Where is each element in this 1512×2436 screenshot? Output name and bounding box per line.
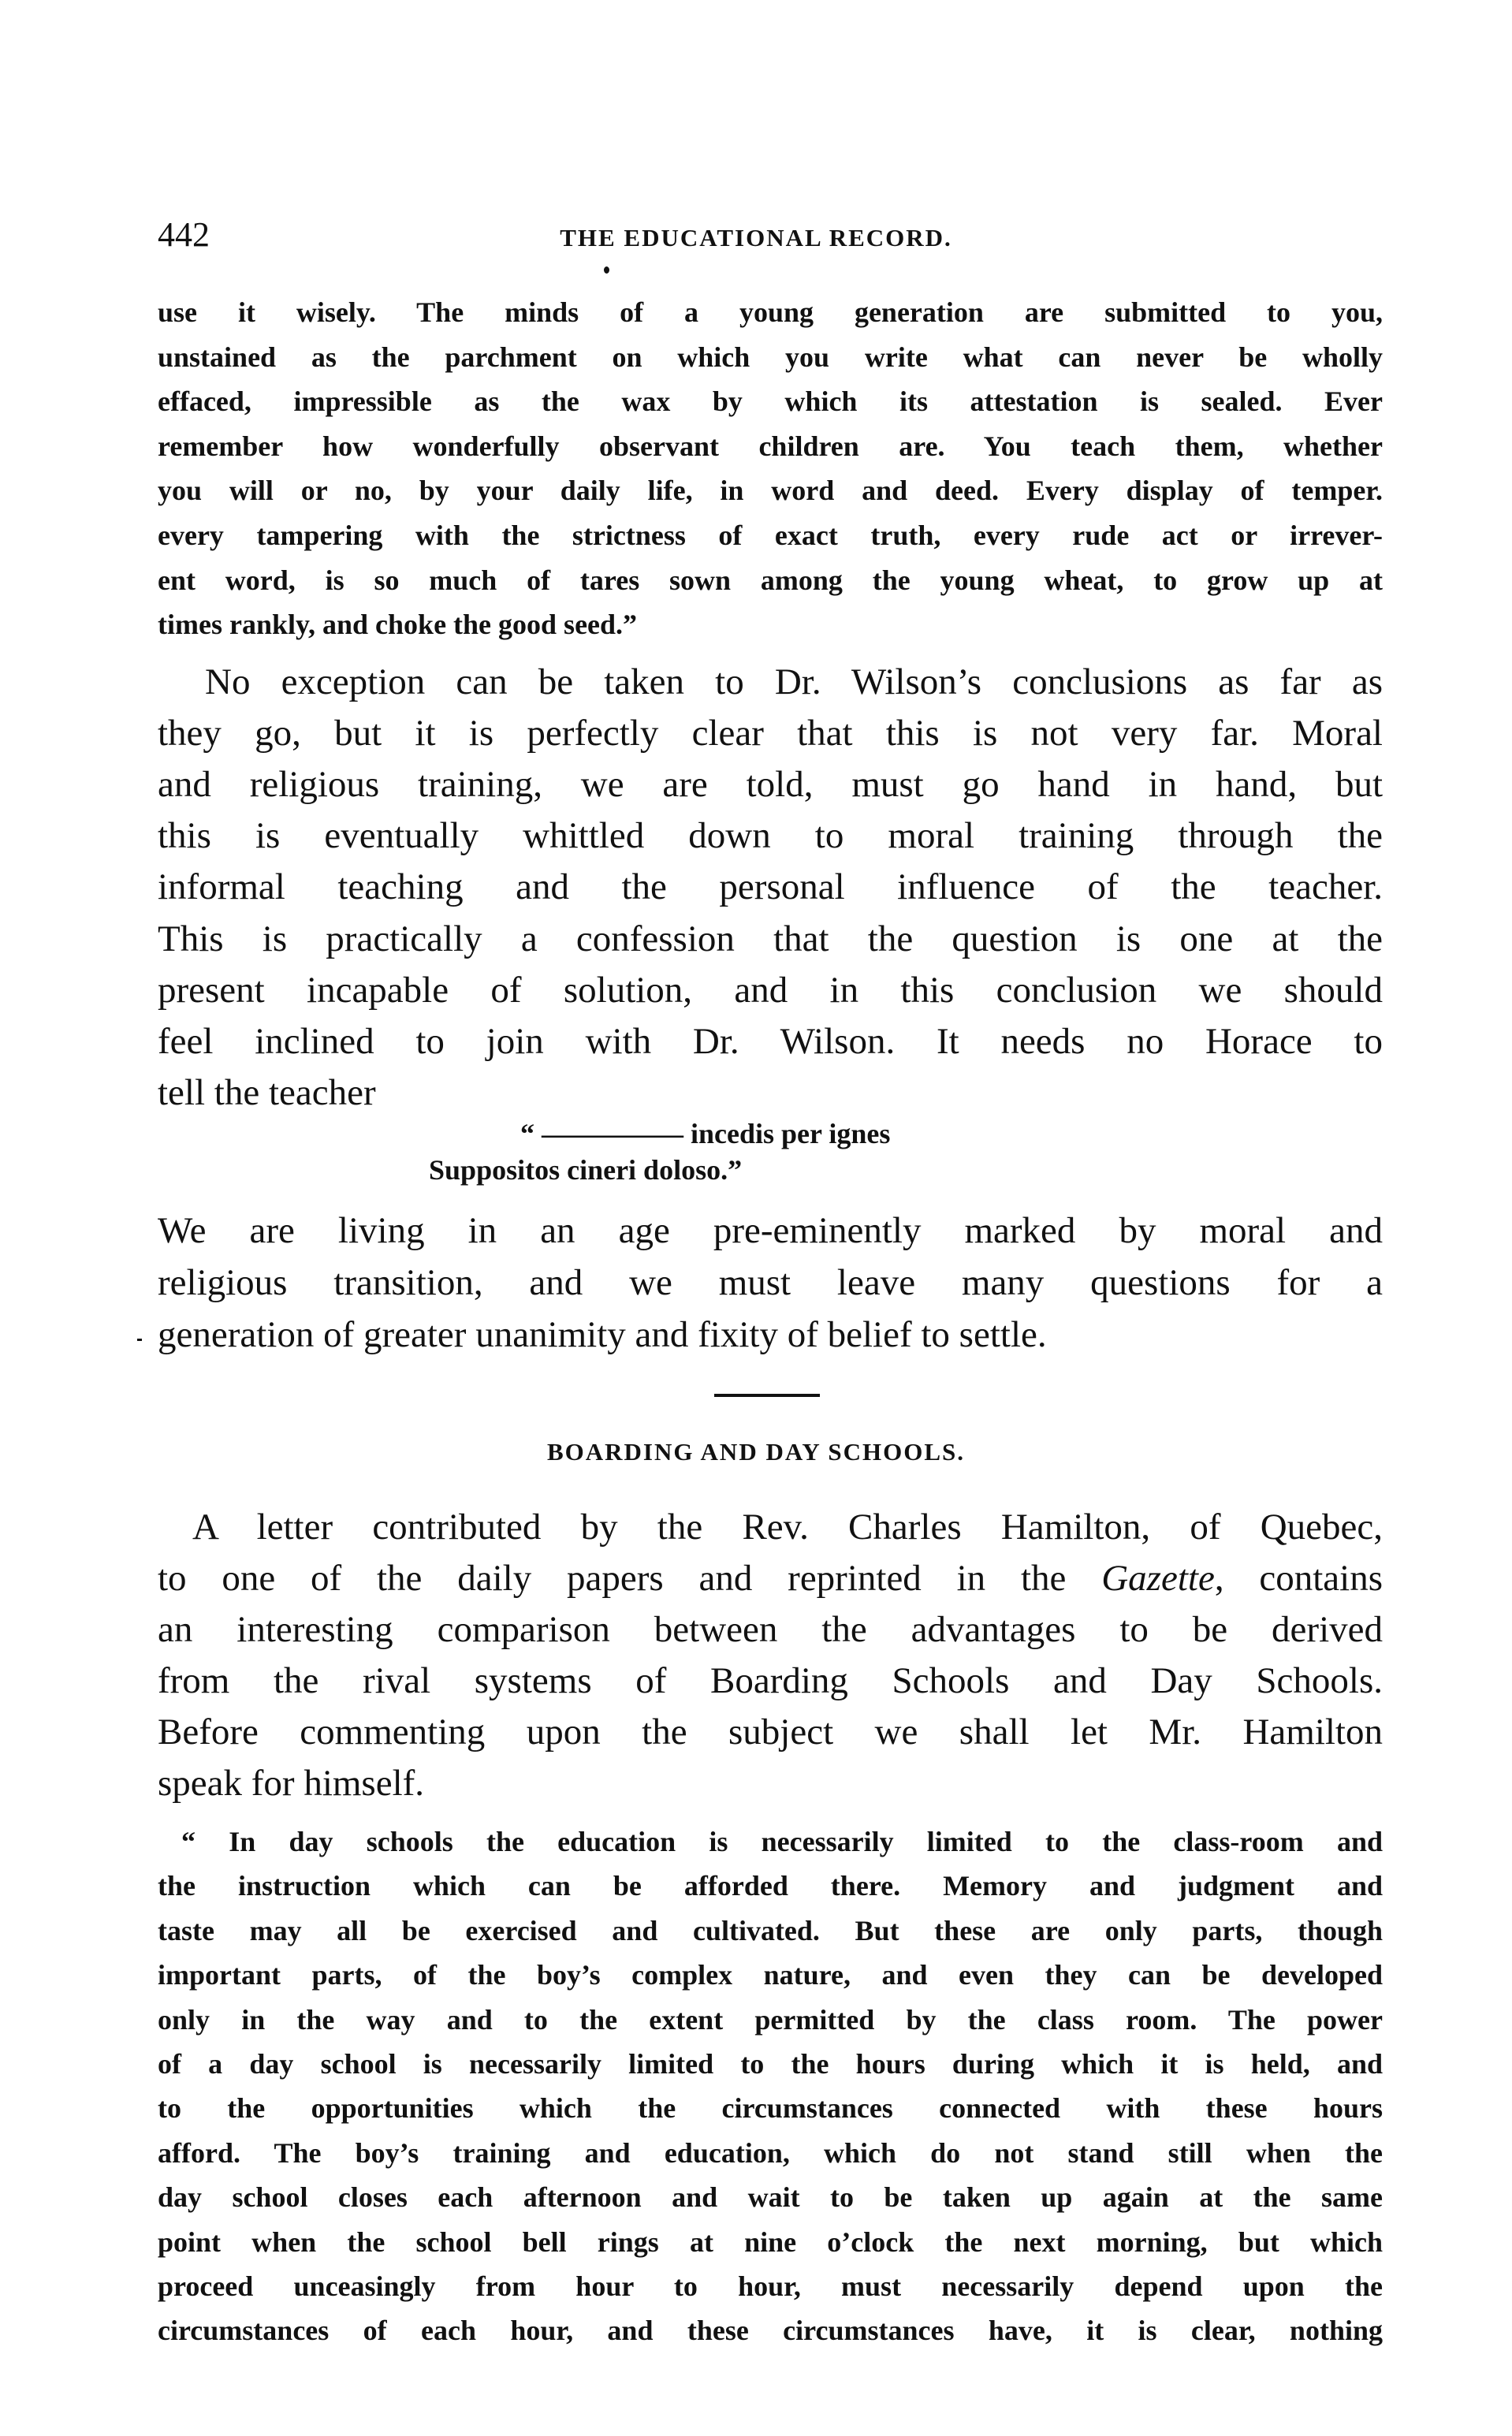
paragraph-line: We are living in an age pre-eminently marked by moral and	[158, 1210, 1383, 1251]
verse-line: “ ————— incedis per ignes	[520, 1118, 891, 1149]
quoted-text-line: afford. The boy’s training and education, which do not stand still when the	[158, 2136, 1383, 2169]
paragraph-line: feel inclined to join with Dr. Wilson. It needs no Horace to	[158, 1020, 1383, 1062]
quoted-text-line: ent word, is so much of tares sown among the young wheat, to grow up at	[158, 564, 1383, 596]
paragraph-line: informal teaching and the personal influence of the teacher.	[158, 866, 1383, 908]
paragraph-line: generation of greater unanimity and fixity of belief to settle.	[158, 1314, 1047, 1355]
quoted-text-line: remember how wonderfully observant children are. You teach them, whether	[158, 430, 1383, 462]
newspaper-title: Gazette	[1101, 1558, 1215, 1599]
quoted-text-line: use it wisely. The minds of a young generation are submitted to you,	[158, 296, 1383, 328]
margin-mark	[137, 1339, 142, 1341]
quoted-text-line: “ In day schools the education is necessarily limited to the class-room and	[181, 1826, 1383, 1857]
running-head: THE EDUCATIONAL RECORD.	[560, 224, 952, 251]
quoted-text-line: the instruction which can be afforded there. Memory and judgment and	[158, 1870, 1383, 1902]
quoted-text-line: of a day school is necessarily limited to the hours during which it is held, and	[158, 2048, 1383, 2080]
section-heading: BOARDING AND DAY SCHOOLS.	[546, 1438, 965, 1466]
quoted-text-line: every tampering with the strictness of exact truth, every rude act or irrever-	[158, 520, 1383, 551]
paragraph-line: speak for himself.	[158, 1763, 425, 1804]
quoted-text-line: unstained as the parchment on which you write what can never be wholly	[158, 341, 1383, 373]
quoted-text-line: important parts, of the boy’s complex nature, and even they can be developed	[158, 1959, 1383, 1991]
quoted-text-line: effaced, impressible as the wax by which its attestation is sealed. Ever	[158, 386, 1383, 418]
paragraph-line: Before commenting upon the subject we shall let Mr. Hamilton	[158, 1712, 1383, 1753]
quoted-text-line: to the opportunities which the circumstances connected with these hours	[158, 2092, 1383, 2125]
quoted-text-line: proceed unceasingly from hour to hour, must necessarily depend upon the	[158, 2270, 1383, 2302]
paragraph-line: an interesting comparison between the advantages to be derived	[158, 1609, 1383, 1650]
paragraph-line: religious transition, and we must leave many questions for a	[158, 1262, 1383, 1303]
quoted-text-line: you will or no, by your daily life, in word and deed. Every display of temper.	[158, 475, 1383, 507]
paragraph-line: present incapable of solution, and in this conclusion we should	[158, 969, 1383, 1011]
quoted-text-line: point when the school bell rings at nine o’clock the next morning, but which	[158, 2226, 1383, 2258]
quoted-text-line: only in the way and to the extent permitted by the class room. The power	[158, 2003, 1383, 2036]
printing-speck	[604, 266, 609, 274]
quoted-text-line: day school closes each afternoon and wait to be taken up again at the same	[158, 2181, 1383, 2214]
paragraph-line: tell the teacher	[158, 1071, 376, 1113]
verse-line: Suppositos cineri doloso.”	[429, 1154, 743, 1186]
paragraph-line: to one of the daily papers and reprinted in the Gazette, contains	[158, 1558, 1384, 1599]
paragraph-line: and religious training, we are told, must go hand in hand, but	[158, 764, 1383, 806]
quoted-text-line: circumstances of each hour, and these circumstances have, it is clear, nothing	[158, 2315, 1383, 2347]
quoted-text-line: taste may all be exercised and cultivated. But these are only parts, though	[158, 1914, 1383, 1946]
paragraph-line: this is eventually whittled down to moral training through the	[158, 815, 1383, 857]
paragraph-line: A letter contributed by the Rev. Charles Hamilton, of Quebec,	[192, 1507, 1383, 1548]
paragraph-line: No exception can be taken to Dr. Wilson’s conclusions as far as	[205, 661, 1383, 702]
paragraph-line: from the rival systems of Boarding Schools and Day Schools.	[158, 1660, 1383, 1701]
page-number: 442	[158, 215, 210, 254]
paragraph-line: they go, but it is perfectly clear that this is not very far. Moral	[158, 713, 1383, 754]
section-divider	[714, 1394, 820, 1397]
paragraph-line: This is practically a confession that the question is one at the	[158, 918, 1383, 959]
quoted-text-line: times rankly, and choke the good seed.”	[158, 609, 638, 641]
